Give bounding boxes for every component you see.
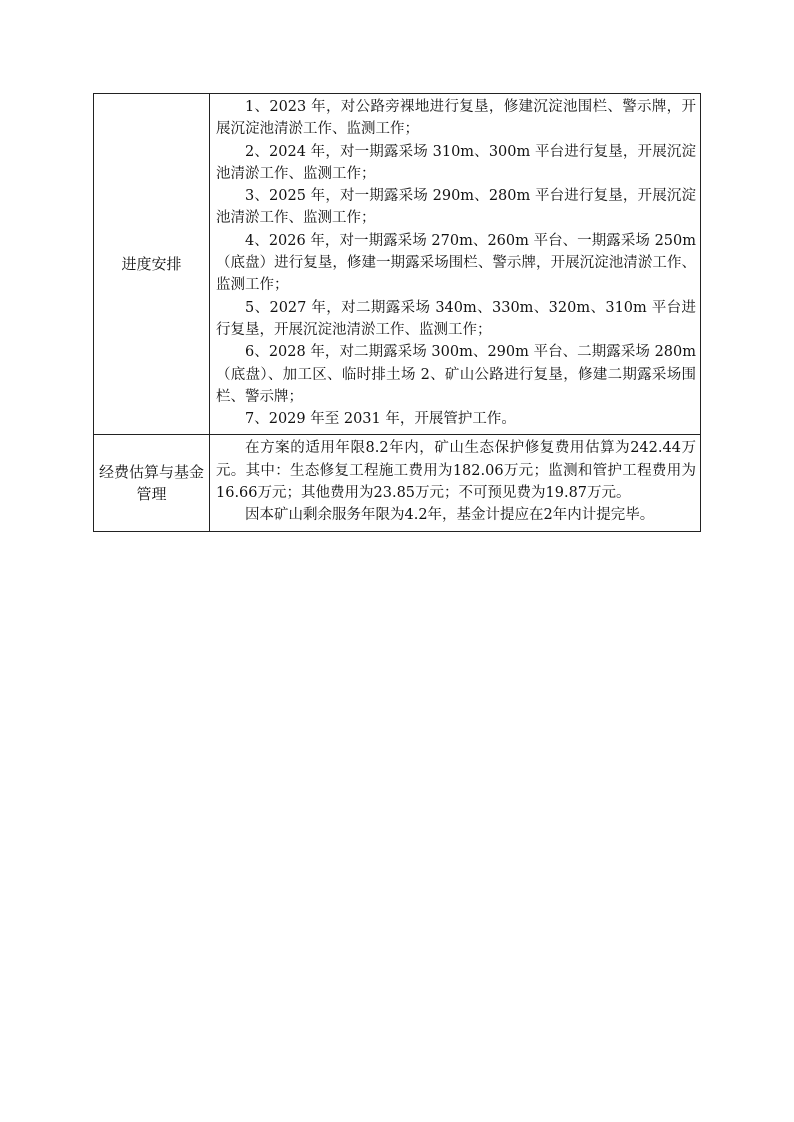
row-content-schedule <box>210 94 701 435</box>
schedule-item-2025: 3、2025 年，对一期露采场 290m、280m 平台进行复垦，开展沉淀池清淤工作、监测工作； <box>216 188 696 227</box>
schedule-item-2023: 1、2023 年，对公路旁裸地进行复垦，修建沉淀池围栏、警示牌，开展沉淀池清淤工作、监测工作； <box>216 99 696 138</box>
table-row-funding <box>94 435 701 531</box>
plan-table <box>93 93 701 532</box>
schedule-item-2028: 6、2028 年，对二期露采场 300m、290m 平台、二期露采场 280m（底盘）、加工区、临时排土场 2、矿山公路进行复垦，修建二期露采场围栏、警示牌； <box>216 344 696 405</box>
row-label-schedule: 进度安排 <box>94 94 210 435</box>
row-content-funding <box>210 435 701 531</box>
funding-estimate-paragraph: 在方案的适用年限8.2年内，矿山生态保护修复费用估算为242.44万元。其中：生态修复工程施工费用为182.06万元；监测和管护工程费用为16.66万元；其他费用为23.85万元；不可预见费为19.87万元。 <box>216 440 696 502</box>
row-label-funding: 经费估算与基金管理 <box>94 435 210 531</box>
fund-accrual-paragraph: 因本矿山剩余服务年限为4.2年，基金计提应在2年内计提完毕。 <box>245 507 655 524</box>
schedule-item-2027: 5、2027 年，对二期露采场 340m、330m、320m、310m 平台进行复垦，开展沉淀池清淤工作、监测工作； <box>216 299 696 338</box>
schedule-item-2029-2031: 7、2029 年至 2031 年，开展管护工作。 <box>245 411 516 428</box>
schedule-item-2026: 4、2026 年，对一期露采场 270m、260m 平台、一期露采场 250m（底盘）进行复垦，修建一期露采场围栏、警示牌，开展沉淀池清淤工作、监测工作； <box>216 232 696 294</box>
schedule-item-2024: 2、2024 年，对一期露采场 310m、300m 平台进行复垦，开展沉淀池清淤工作、监测工作； <box>216 143 696 182</box>
table-row-schedule <box>94 94 701 435</box>
